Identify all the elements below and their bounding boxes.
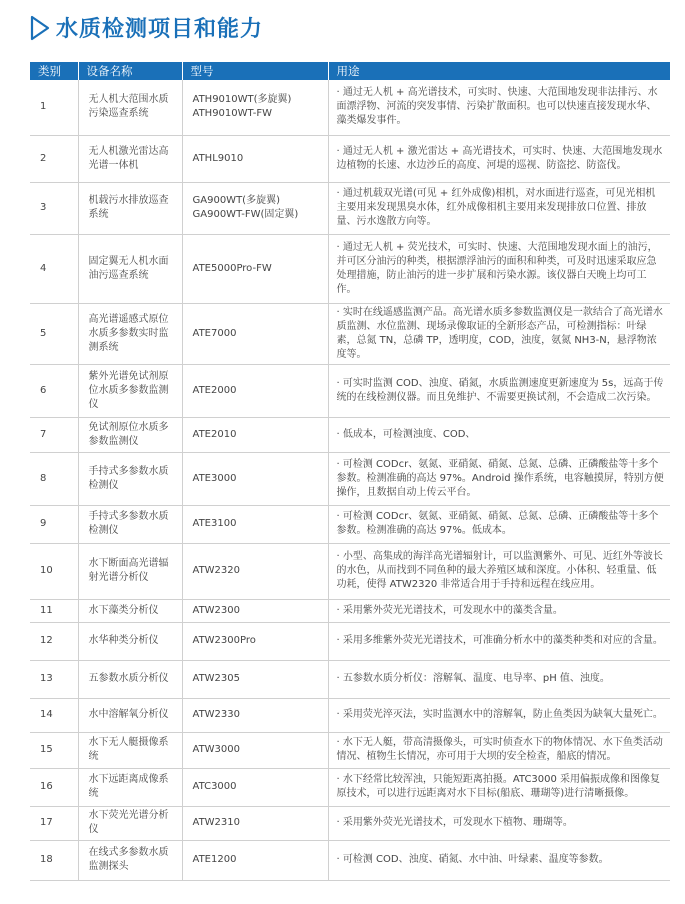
- table-row: [30, 417, 670, 452]
- table-row: [30, 660, 670, 698]
- column-header-device-name: 设备名称: [78, 62, 182, 80]
- cell-device-name: 机载污水排放巡查系统: [78, 182, 182, 234]
- cell-usage: · 可检测 CODcr、氨氮、亚硝氮、硝氮、总氮、总磷、正磷酸盐等十多个参数。检测准确的高达 97%。低成本。: [328, 505, 670, 543]
- cell-device-name: 水下荧光光谱分析仪: [78, 806, 182, 840]
- page-title: 水质检测项目和能力: [56, 17, 264, 42]
- cell-category: 4: [30, 234, 78, 303]
- cell-usage: · 采用多维紫外荧光光谱技术，可准确分析水中的藻类种类和对应的含量。: [328, 622, 670, 660]
- cell-model: ATW2300Pro: [182, 622, 328, 660]
- cell-category: 6: [30, 364, 78, 417]
- cell-usage: · 通过无人机 + 荧光技术，可实时、快速、大范围地发现水面上的油污，并可区分油污的种类，根据漂浮油污的面积和种类，可及时迅速采取应急处理措施，防止油污的进一步扩展和污染水源。该仪器白天晚上均可工作。: [328, 234, 670, 303]
- table-row: [30, 234, 670, 303]
- cell-category: 9: [30, 505, 78, 543]
- cell-usage: · 实时在线遥感监测产品。高光谱水质多参数监测仪是一款结合了高光谱水质监测、水位监测、现场录像取证的全新形态产品，可检测指标：叶绿素，总氮 TN，总磷 TP，透明度，COD，浊度，氨氮 NH3-N，悬浮物浓度等。: [328, 303, 670, 364]
- column-header-category: 类别: [30, 62, 78, 80]
- cell-usage: · 通过机载双光谱(可见 + 红外成像)相机，对水面进行巡查，可见光相机主要用来发现黑臭水体，红外成像相机主要用来发现排放口位置、排放量、污水逸散方向等。: [328, 182, 670, 234]
- play-triangle-icon: [30, 15, 50, 41]
- table-row: [30, 806, 670, 840]
- cell-category: 10: [30, 543, 78, 599]
- cell-category: 13: [30, 660, 78, 698]
- cell-category: 17: [30, 806, 78, 840]
- cell-device-name: 固定翼无人机水面油污巡查系统: [78, 234, 182, 303]
- table-row: [30, 732, 670, 768]
- cell-usage: · 可检测 CODcr、氨氮、亚硝氮、硝氮、总氮、总磷、正磷酸盐等十多个参数。检测准确的高达 97%。Android 操作系统，电容触摸屏，特别方便操作，且数据自动上传云平台。: [328, 452, 670, 505]
- cell-usage: · 水下经常比较浑浊，只能短距离拍摄。ATC3000 采用偏振成像和图像复原技术，可以进行远距离对水下目标(船底、珊瑚等)进行清晰摄像。: [328, 768, 670, 806]
- cell-model: ATE2000: [182, 364, 328, 417]
- table-row: [30, 622, 670, 660]
- cell-model: ATC3000: [182, 768, 328, 806]
- cell-usage: · 可实时监测 COD、浊度、硝氮，水质监测速度更新速度为 5s，远高于传统的在线检测仪器。而且免维护、不需要更换试剂，不会造成二次污染。: [328, 364, 670, 417]
- cell-device-name: 无人机激光雷达高光谱一体机: [78, 135, 182, 182]
- table-row: [30, 840, 670, 880]
- table-row: [30, 599, 670, 622]
- cell-usage: · 通过无人机 + 激光雷达 + 高光谱技术，可实时、快速、大范围地发现水边植物的长速、水边沙丘的高度、河堤的巡视、防盗挖、防盗伐。: [328, 135, 670, 182]
- table-body: [30, 80, 670, 880]
- cell-device-name: 无人机大范围水质污染巡查系统: [78, 80, 182, 135]
- table-row: [30, 303, 670, 364]
- column-header-usage: 用途: [336, 64, 360, 78]
- table-header-row: [30, 62, 670, 80]
- cell-device-name: 水下无人艇摄像系统: [78, 732, 182, 768]
- cell-device-name: 水华种类分析仪: [78, 622, 182, 660]
- cell-device-name: 水下断面高光谱辐射光谱分析仪: [78, 543, 182, 599]
- cell-category: 15: [30, 732, 78, 768]
- cell-device-name: 水下远距离成像系统: [78, 768, 182, 806]
- cell-model: ATW2330: [182, 698, 328, 732]
- cell-model: ATHL9010: [182, 135, 328, 182]
- cell-category: 14: [30, 698, 78, 732]
- cell-model: ATE5000Pro-FW: [182, 234, 328, 303]
- cell-category: 18: [30, 840, 78, 880]
- cell-device-name: 水下藻类分析仪: [78, 599, 182, 622]
- cell-category: 12: [30, 622, 78, 660]
- cell-category: 7: [30, 417, 78, 452]
- cell-model: GA900WT(多旋翼) GA900WT-FW(固定翼): [182, 182, 328, 234]
- cell-model: ATW3000: [182, 732, 328, 768]
- cell-usage: · 采用荧光淬灭法，实时监测水中的溶解氧，防止鱼类因为缺氧大量死亡。: [328, 698, 670, 732]
- cell-model: ATH9010WT(多旋翼) ATH9010WT-FW: [182, 80, 328, 135]
- cell-device-name: 免试剂原位水质多参数监测仪: [78, 417, 182, 452]
- cell-usage: · 低成本，可检测浊度、COD、: [328, 417, 670, 452]
- cell-usage: · 采用紫外荧光光谱技术，可发现水中的藻类含量。: [328, 599, 670, 622]
- cell-model: ATW2305: [182, 660, 328, 698]
- page-header: [30, 12, 263, 43]
- cell-category: 5: [30, 303, 78, 364]
- table-row: [30, 452, 670, 505]
- table-row: [30, 768, 670, 806]
- table-row: [30, 135, 670, 182]
- table-row: [30, 698, 670, 732]
- cell-usage: · 可检测 COD、浊度、硝氮、水中油、叶绿素、温度等参数。: [328, 840, 670, 880]
- cell-device-name: 手持式多参数水质检测仪: [78, 505, 182, 543]
- cell-usage: · 五参数水质分析仪：溶解氧、温度、电导率、pH 值、浊度。: [328, 660, 670, 698]
- cell-category: 11: [30, 599, 78, 622]
- cell-device-name: 手持式多参数水质检测仪: [78, 452, 182, 505]
- cell-usage: · 小型、高集成的海洋高光谱辐射计，可以监测紫外、可见、近红外等波长的水色，从而找到不同鱼种的最大养殖区域和深度。小体积、轻重量、低功耗，使得 ATW2320 非常适合用于手持和远程在线应用。: [328, 543, 670, 599]
- table-row: [30, 80, 670, 135]
- cell-usage: · 水下无人艇，带高清摄像头，可实时侦查水下的物体情况、水下鱼类活动情况、植物生长情况，亦可用于大坝的安全检查，船底的情况。: [328, 732, 670, 768]
- cell-model: ATE3100: [182, 505, 328, 543]
- table-row: [30, 182, 670, 234]
- cell-model: ATE7000: [182, 303, 328, 364]
- cell-model: ATE2010: [182, 417, 328, 452]
- cell-model: ATW2320: [182, 543, 328, 599]
- cell-device-name: 高光谱遥感式原位水质多参数实时监测系统: [78, 303, 182, 364]
- cell-device-name: 紫外光谱免试剂原位水质多参数监测仪: [78, 364, 182, 417]
- cell-category: 1: [30, 80, 78, 135]
- cell-usage: · 通过无人机 + 高光谱技术，可实时、快速、大范围地发现非法排污、水面漂浮物、河流的突发事情、污染扩散面积。也可以快速直接发现水华、藻类爆发事件。: [328, 80, 670, 135]
- cell-device-name: 在线式多参数水质监测探头: [78, 840, 182, 880]
- table-row: [30, 505, 670, 543]
- cell-model: ATE3000: [182, 452, 328, 505]
- cell-device-name: 五参数水质分析仪: [78, 660, 182, 698]
- cell-usage: · 采用紫外荧光光谱技术，可发现水下植物、珊瑚等。: [328, 806, 670, 840]
- equipment-table: [30, 62, 670, 881]
- table-row: [30, 543, 670, 599]
- cell-category: 16: [30, 768, 78, 806]
- cell-model: ATE1200: [182, 840, 328, 880]
- cell-device-name: 水中溶解氧分析仪: [78, 698, 182, 732]
- cell-model: ATW2310: [182, 806, 328, 840]
- column-header-model: 型号: [182, 62, 328, 80]
- cell-category: 3: [30, 182, 78, 234]
- cell-category: 2: [30, 135, 78, 182]
- table-row: [30, 364, 670, 417]
- cell-category: 8: [30, 452, 78, 505]
- cell-model: ATW2300: [182, 599, 328, 622]
